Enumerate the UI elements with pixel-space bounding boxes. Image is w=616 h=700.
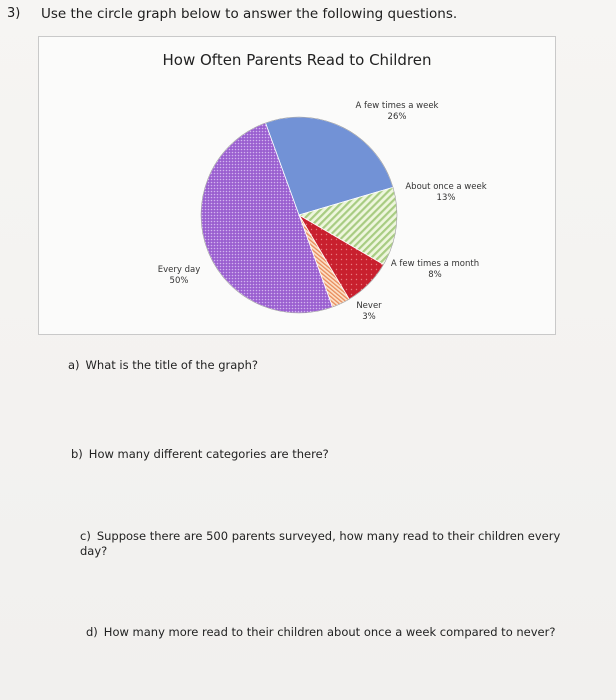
slice-value-text: 50% [169,276,189,286]
question-letter: d) [86,625,98,639]
slice-label-every-day [144,265,214,287]
slice-value-text: 3% [362,312,376,322]
slice-label-text: A few times a week [355,101,439,111]
question-b [71,447,329,462]
question-a [68,358,258,373]
question-d [86,625,555,640]
slice-label-text: A few times a month [390,259,480,269]
question-letter: b) [71,447,83,461]
slice-label-few-times-week [337,101,457,123]
question-letter: a) [68,358,80,372]
slice-label-text: Never [356,301,382,311]
slice-label-once-week [391,182,501,204]
chart-frame [38,36,556,335]
question-text: Suppose there are 500 parents surveyed, how many read to their children every day? [80,529,561,558]
slice-label-never [344,301,394,323]
chart-title: How Often Parents Read to Children [162,51,432,69]
question-text: How many more read to their children about once a week compared to never? [103,625,556,639]
question-text: How many different categories are there? [88,447,329,461]
slice-label-text: About once a week [405,182,487,192]
instruction-text: Use the circle graph below to answer the following questions. [41,6,458,22]
question-c [80,529,580,559]
slice-value-text: 13% [436,193,456,203]
slice-label-text: Every day [157,265,201,275]
question-text: What is the title of the graph? [85,358,258,372]
slice-value-text: 8% [428,270,442,280]
question-letter: c) [80,529,91,543]
slice-label-few-times-month [375,259,495,281]
question-number: 3) [7,6,21,21]
slice-value-text: 26% [387,112,407,122]
